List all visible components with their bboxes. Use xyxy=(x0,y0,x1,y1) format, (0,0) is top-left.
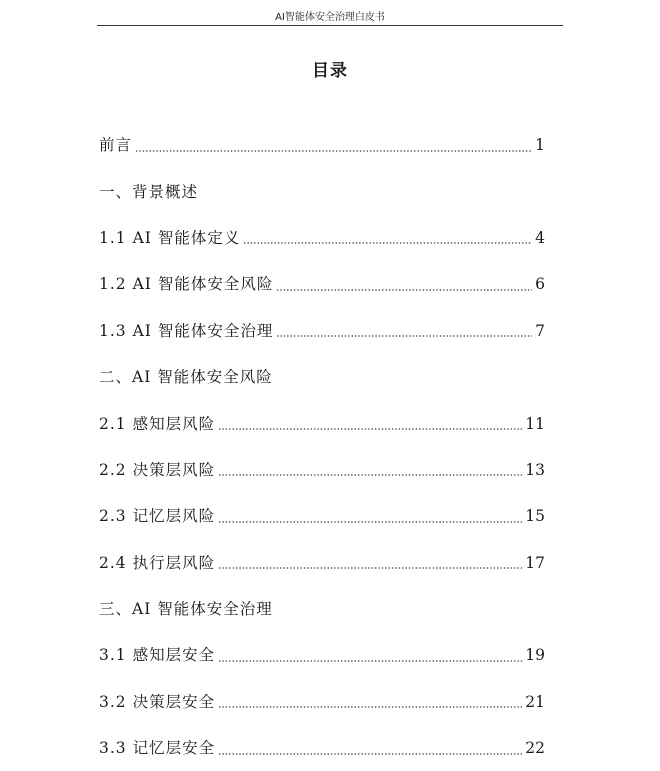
toc-entry-label: 三、AI 智能体安全治理 xyxy=(99,600,273,619)
toc-page-number: 7 xyxy=(535,321,545,340)
toc-entry-label: 1.3 AI 智能体安全治理 xyxy=(99,321,274,340)
toc-entry-label: 2.4 执行层风险 xyxy=(99,553,216,572)
toc-entry-label: 二、AI 智能体安全风险 xyxy=(99,368,273,387)
toc-dot-leader xyxy=(218,746,522,755)
toc-entry-1-3[interactable] xyxy=(99,308,545,354)
toc-section-heading[interactable] xyxy=(99,168,545,214)
toc-entry-1-2[interactable] xyxy=(99,261,545,307)
toc-entry-2-3[interactable] xyxy=(99,493,545,539)
toc-list xyxy=(99,122,545,771)
toc-entry-label: 3.1 感知层安全 xyxy=(99,646,216,665)
toc-entry-preface[interactable] xyxy=(99,122,545,168)
toc-page-number: 15 xyxy=(525,507,545,526)
toc-entry-3-1[interactable] xyxy=(99,632,545,678)
toc-entry-2-1[interactable] xyxy=(99,400,545,446)
toc-dot-leader xyxy=(135,143,532,152)
toc-entry-2-4[interactable] xyxy=(99,540,545,586)
toc-entry-label: 前言 xyxy=(99,136,133,155)
toc-entry-2-2[interactable] xyxy=(99,447,545,493)
toc-dot-leader xyxy=(218,699,522,708)
toc-entry-label: 3.2 决策层安全 xyxy=(99,692,216,711)
toc-dot-leader xyxy=(243,235,532,244)
toc-dot-leader xyxy=(218,421,522,430)
toc-dot-leader xyxy=(218,560,522,569)
toc-page-number: 4 xyxy=(535,228,545,247)
toc-entry-label: 2.1 感知层风险 xyxy=(99,414,216,433)
toc-page-number: 19 xyxy=(525,646,545,665)
toc-page-number: 1 xyxy=(535,136,545,155)
toc-entry-label: 2.2 决策层风险 xyxy=(99,460,216,479)
toc-page-number: 21 xyxy=(525,692,545,711)
toc-page-number: 11 xyxy=(525,414,545,433)
toc-dot-leader xyxy=(218,514,522,523)
toc-entry-label: 2.3 记忆层风险 xyxy=(99,507,216,526)
running-header: AI智能体安全治理白皮书 xyxy=(275,12,385,23)
toc-page-number: 22 xyxy=(525,739,545,758)
toc-entry-label: 1.2 AI 智能体安全风险 xyxy=(99,275,274,294)
toc-page-number: 6 xyxy=(535,275,545,294)
header-rule xyxy=(97,25,563,26)
toc-section-heading[interactable] xyxy=(99,354,545,400)
toc-title: 目录 xyxy=(312,61,348,81)
toc-entry-3-2[interactable] xyxy=(99,679,545,725)
toc-dot-leader xyxy=(276,282,532,291)
toc-entry-label: 3.3 记忆层安全 xyxy=(99,739,216,758)
toc-entry-label: 一、背景概述 xyxy=(99,182,199,201)
toc-dot-leader xyxy=(276,328,532,337)
toc-page-number: 13 xyxy=(525,460,545,479)
toc-dot-leader xyxy=(218,467,522,476)
toc-entry-3-3[interactable] xyxy=(99,725,545,771)
toc-entry-1-1[interactable] xyxy=(99,215,545,261)
toc-entry-label: 1.1 AI 智能体定义 xyxy=(99,228,241,247)
toc-dot-leader xyxy=(218,653,522,662)
toc-section-heading[interactable] xyxy=(99,586,545,632)
toc-page-number: 17 xyxy=(525,553,545,572)
